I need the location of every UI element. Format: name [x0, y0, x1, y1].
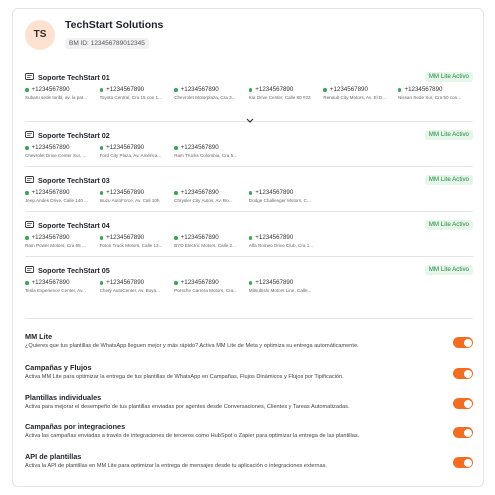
status-dot [100, 191, 104, 195]
status-dot [25, 281, 29, 285]
status-dot [25, 146, 29, 150]
phone-number: +1234567890 [106, 144, 145, 151]
status-dot [174, 146, 178, 150]
phone-address: Ram Trucks Colombia, Cra 5... [174, 153, 237, 158]
phone-number-item[interactable] [100, 234, 175, 249]
phone-address: Porsche Carrera Motors, Cra... [174, 288, 237, 293]
phone-line-1 [25, 71, 473, 101]
line-divider [25, 166, 473, 167]
phone-number-item[interactable] [100, 279, 175, 294]
setting-title: Campañas y Flujos [25, 363, 92, 372]
status-dot [249, 281, 253, 285]
setting-toggle[interactable] [453, 457, 473, 468]
setting-row [25, 363, 473, 382]
message-icon [25, 221, 34, 229]
phone-number-item[interactable] [174, 144, 249, 159]
setting-title: Campañas por integraciones [25, 422, 126, 431]
phone-number: +1234567890 [106, 279, 145, 286]
phone-address: Alfa Romeo Drive Club, Cra 1... [248, 243, 314, 248]
line-name: Soporte TechStart 02 [38, 130, 110, 140]
phone-number: +1234567890 [180, 234, 219, 241]
message-icon [25, 131, 34, 139]
phone-address: Ram Power Motors, Cra 65 ... [25, 243, 86, 248]
setting-title: Plantillas individuales [25, 393, 102, 402]
phone-address: Chevrolet Motorplaza, Cra 3... [174, 95, 236, 100]
phone-number-item[interactable] [174, 279, 249, 294]
setting-description: Activa MM Lite para optimizar la entrega de tus plantillas de WhatsApp en Campañas, Flujos Dinámicos y Flujos por Tipificación. [25, 374, 344, 380]
phone-number: +1234567890 [329, 86, 368, 93]
setting-row [25, 422, 473, 441]
phone-address: Subaru sede toribl, av. la pat... [25, 95, 87, 100]
status-dot [249, 191, 253, 195]
phone-number: +1234567890 [255, 86, 294, 93]
toggle-knob [464, 339, 472, 347]
phone-address: Ford City Plaza, Av. América... [99, 153, 162, 158]
phone-number-item[interactable] [25, 144, 100, 159]
phone-address: Foton Truck Motors, Calle 13... [99, 243, 163, 248]
setting-toggle[interactable] [453, 337, 473, 348]
phone-number: +1234567890 [180, 189, 219, 196]
status-badge: MM Lite Activo [425, 72, 473, 82]
phone-line-5 [25, 264, 473, 294]
setting-description: Activa la API de plantillas en MM Lite para optimizar la entrega de mensajes desde tu aplicación o integraciones externas. [25, 463, 327, 469]
setting-row [25, 452, 473, 471]
status-badge: MM Lite Activo [425, 175, 473, 185]
phone-number-item[interactable] [398, 86, 473, 101]
phone-number-item[interactable] [323, 86, 398, 101]
phone-number-item[interactable] [249, 86, 324, 101]
phone-address: BYD Electric Motors, Calle 2... [174, 243, 236, 248]
phone-number-item[interactable] [174, 86, 249, 101]
phone-line-4 [25, 219, 473, 249]
status-badge: MM Lite Activo [425, 265, 473, 275]
toggle-knob [464, 429, 472, 437]
phone-address: Renault City Motors, Av. El D... [323, 95, 387, 100]
message-icon [25, 176, 34, 184]
setting-description: Activa las campañas enviadas a través de integraciones de terceros como HubSpot o Zapier para optimizar la entrega de las plantillas. [25, 433, 360, 439]
phone-number-item[interactable] [25, 86, 100, 101]
phone-number: +1234567890 [106, 86, 145, 93]
phone-address: Chery AutoCenter, Av. Boya... [99, 288, 160, 293]
setting-title: MM Lite [25, 332, 53, 341]
phone-address: Kia Drive Center, Calle 80 #23 [248, 95, 311, 100]
phone-number-item[interactable] [25, 234, 100, 249]
phone-number: +1234567890 [180, 86, 219, 93]
setting-toggle[interactable] [453, 398, 473, 409]
setting-description: ¿Quieres que tus plantillas de WhatsApp lleguen mejor y más rápido? Activa MM Lite de Meta y optimiza su entrega automáticamente. [25, 343, 359, 349]
phone-number: +1234567890 [31, 144, 70, 151]
status-badge: MM Lite Activo [425, 130, 473, 140]
status-dot [174, 88, 178, 92]
phone-number-item[interactable] [249, 279, 324, 294]
company-name: TechStart Solutions [65, 19, 164, 31]
message-icon [25, 266, 34, 274]
status-dot [174, 191, 178, 195]
status-dot [323, 88, 327, 92]
phone-number: +1234567890 [255, 234, 294, 241]
toggle-knob [464, 459, 472, 467]
phone-number-item[interactable] [174, 234, 249, 249]
setting-row [25, 393, 473, 412]
line-divider [25, 256, 473, 257]
mm-lite-card [12, 8, 484, 487]
phone-number: +1234567890 [255, 279, 294, 286]
phone-address: Chrysler City Autos, Av. Bo... [174, 198, 233, 203]
phone-number-item[interactable] [174, 189, 249, 204]
status-dot [25, 236, 29, 240]
status-dot [249, 88, 253, 92]
phone-number-item[interactable] [100, 86, 175, 101]
message-icon [25, 73, 34, 81]
bm-id-tag: BM ID: 123456789012345 [65, 38, 149, 49]
phone-number-item[interactable] [25, 189, 100, 204]
status-dot [100, 236, 104, 240]
phone-address: Isuzu AutoForce, Av. Cali 10h [99, 198, 160, 203]
phone-number: +1234567890 [31, 189, 70, 196]
status-dot [100, 88, 104, 92]
phone-number: +1234567890 [31, 234, 70, 241]
toggle-knob [464, 400, 472, 408]
setting-toggle[interactable] [453, 368, 473, 379]
phone-number: +1234567890 [180, 144, 219, 151]
phone-address: Jeep Andes Drive, Calle 140 ... [25, 198, 89, 203]
phone-number-item[interactable] [249, 189, 324, 204]
chevron-down-icon[interactable] [245, 117, 255, 124]
status-dot [174, 281, 178, 285]
phone-address: Toyota Central, Cra 15 con 1... [99, 95, 162, 100]
toggle-knob [464, 370, 472, 378]
status-dot [25, 191, 29, 195]
phone-line-3 [25, 174, 473, 204]
phone-address: Nissan Sede Sur, Cra 50 con... [397, 95, 462, 100]
account-header [25, 19, 163, 50]
phone-number-item[interactable] [25, 279, 100, 294]
phone-number-item[interactable] [100, 189, 175, 204]
setting-toggle[interactable] [453, 427, 473, 438]
status-dot [174, 236, 178, 240]
phone-number: +1234567890 [255, 189, 294, 196]
phone-number: +1234567890 [106, 189, 145, 196]
phone-address: Tesla Experience Center, Av... [25, 288, 86, 293]
phone-number-item[interactable] [249, 234, 324, 249]
phone-address: Mitsubishi Motors Line, Calle... [248, 288, 312, 293]
status-dot [249, 236, 253, 240]
phone-number: +1234567890 [180, 279, 219, 286]
status-dot [25, 88, 29, 92]
status-dot [398, 88, 402, 92]
status-dot [100, 281, 104, 285]
line-name: Soporte TechStart 01 [38, 72, 110, 82]
phone-line-2 [25, 129, 473, 159]
phone-number: +1234567890 [31, 86, 70, 93]
line-name: Soporte TechStart 05 [38, 265, 110, 275]
section-divider [25, 318, 473, 319]
phone-number: +1234567890 [31, 279, 70, 286]
phone-number-item[interactable] [100, 144, 175, 159]
avatar: TS [25, 20, 55, 50]
phone-address: Chevrolet Drive Center Sur, ... [25, 153, 87, 158]
setting-row [25, 332, 473, 351]
setting-title: API de plantillas [25, 452, 82, 461]
line-name: Soporte TechStart 04 [38, 220, 110, 230]
phone-address: Dodge Challenger Motors, C... [248, 198, 311, 203]
setting-description: Activa para mejorar el desempeño de tus plantillas enviadas por agentes desde Conversaciones, Clientes y Tareas Automatizadas. [25, 404, 350, 410]
status-badge: MM Lite Activo [425, 220, 473, 230]
status-dot [100, 146, 104, 150]
phone-number: +1234567890 [106, 234, 145, 241]
phone-number: +1234567890 [404, 86, 443, 93]
line-divider [25, 211, 473, 212]
line-name: Soporte TechStart 03 [38, 175, 110, 185]
